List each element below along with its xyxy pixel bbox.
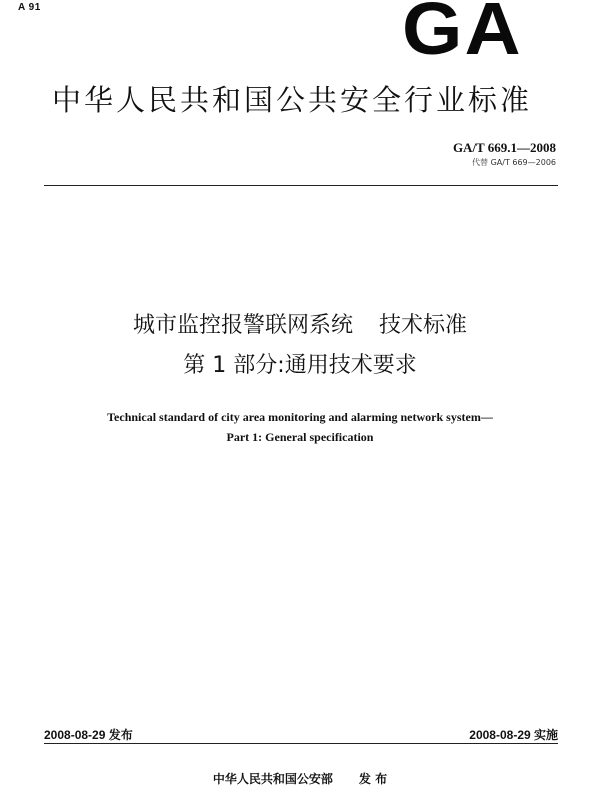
issuer-action: 发 布 <box>358 772 388 786</box>
title-cn-system: 城市监控报警联网系统 <box>132 313 353 338</box>
bottom-divider <box>44 743 558 744</box>
issuer-line <box>0 770 600 787</box>
title-cn-line-1 <box>0 312 600 340</box>
standard-number: GA/T 669.1—2008 <box>452 140 556 155</box>
classification-code: A 91 <box>18 2 41 13</box>
replaced-standard: 代替 GA/T 669—2006 <box>472 158 556 167</box>
standard-category-title: 中华人民共和国公共安全行业标准 <box>52 83 533 117</box>
issue-date: 2008-08-29 发布 <box>44 728 133 742</box>
top-divider <box>44 185 558 186</box>
ga-logo: GA <box>402 0 523 58</box>
implementation-date: 2008-08-29 实施 <box>469 728 558 742</box>
title-en-line-2: Part 1: General specification <box>226 430 374 444</box>
title-cn-line-2: 第 1 部分:通用技术要求 <box>183 353 417 378</box>
title-cn-standard: 技术标准 <box>379 313 468 338</box>
title-en-line-1: Technical standard of city area monitoring and alarming network system— <box>107 410 493 424</box>
issuer-name: 中华人民共和国公安部 <box>212 772 333 786</box>
